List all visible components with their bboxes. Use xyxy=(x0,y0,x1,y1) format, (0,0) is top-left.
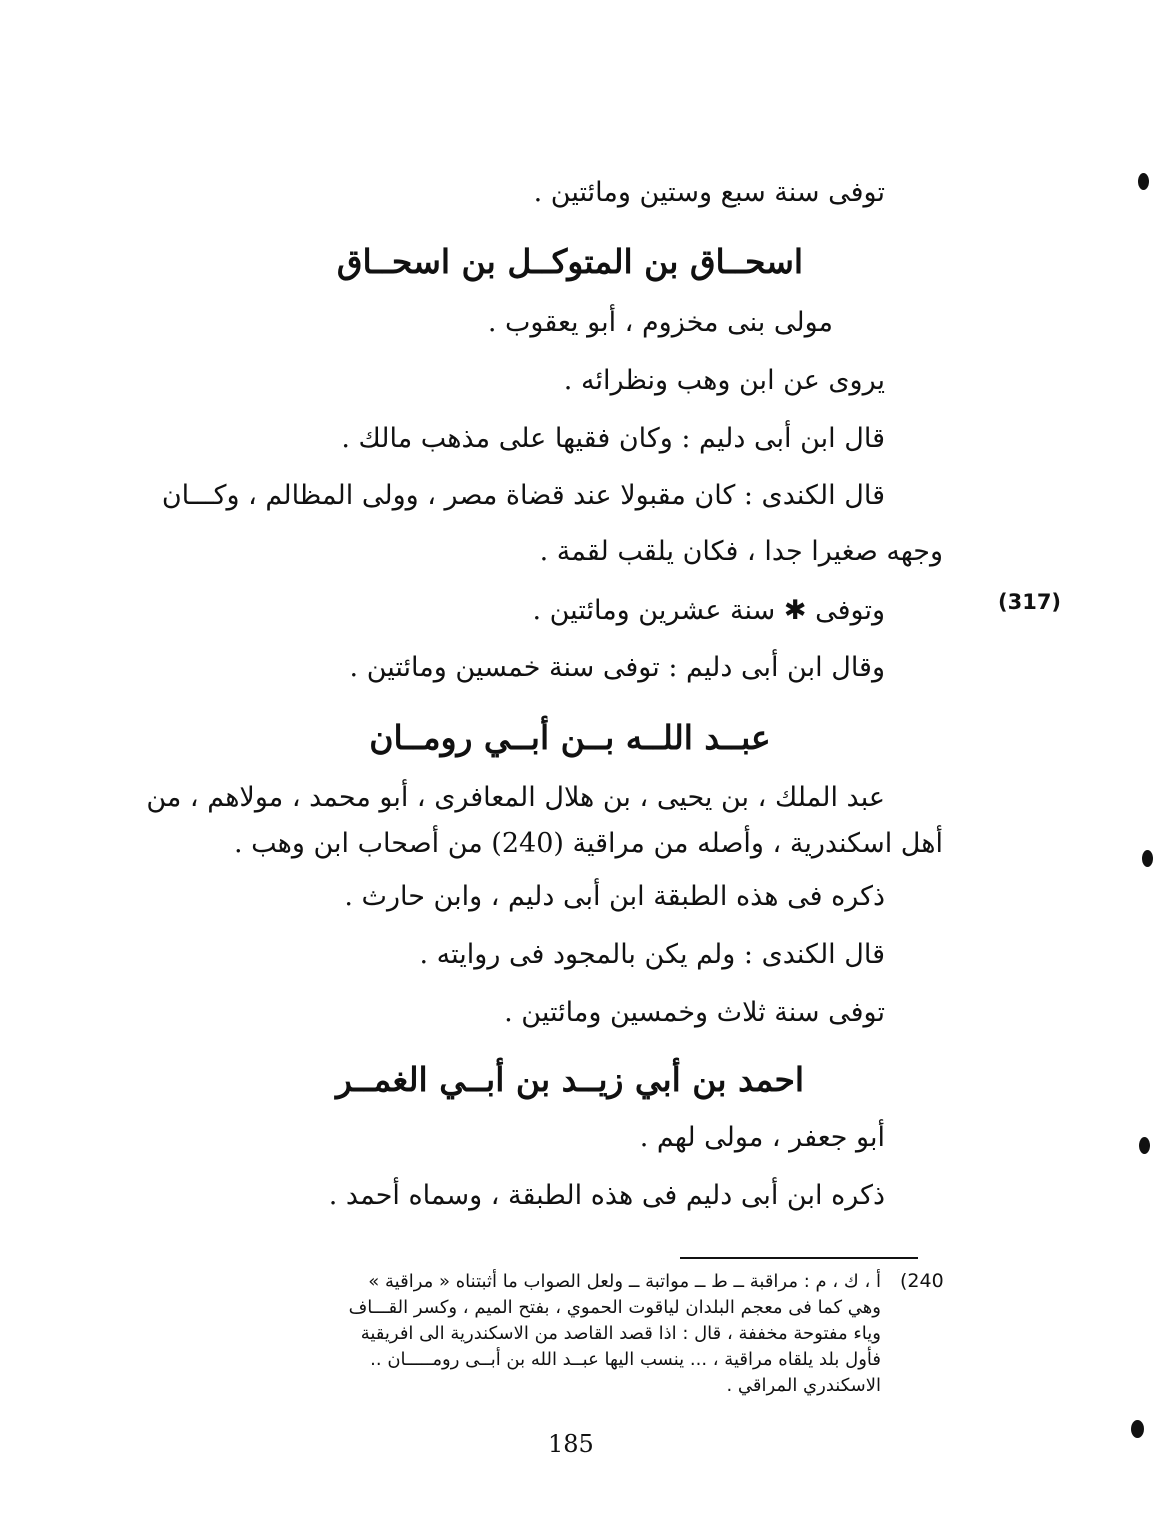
scan-speck xyxy=(1142,850,1153,867)
footnote-line-2: وهي كما فى معجم البلدان لياقوت الحموي ، بفتح الميم ، وكسر القـــاف xyxy=(348,1297,881,1318)
text-line-2: مولى بنى مخزوم ، أبو يعقوب . xyxy=(487,307,833,338)
text-line-11: ذكره فى هذه الطبقة ابن أبى دليم ، وابن حارث . xyxy=(344,881,885,912)
side-reference-number: (317) xyxy=(998,590,1062,614)
scan-speck xyxy=(1139,1137,1150,1154)
text-line-15: ذكره ابن أبى دليم فى هذه الطبقة ، وسماه أحمد . xyxy=(328,1180,885,1211)
text-line-5: قال الكندى : كان مقبولا عند قضاة مصر ، وولى المظالم ، وكـــان xyxy=(161,480,885,511)
text-line-10: أهل اسكندرية ، وأصله من مراقية (240) من أصحاب ابن وهب . xyxy=(233,828,943,859)
page-number: 185 xyxy=(548,1430,594,1458)
text-line-12: قال الكندى : ولم يكن بالمجود فى روايته . xyxy=(419,939,885,970)
footnote-line-1: أ ، ك ، م : مراقبة ــ ط ــ مواتبة ــ ولعل الصواب ما أثبتناه « مراقية » xyxy=(368,1271,881,1292)
heading-ishaq: اسحــاق بن المتوكــل بن اسحــاق xyxy=(336,242,804,281)
text-line-14: أبو جعفر ، مولى لهم . xyxy=(639,1122,885,1153)
scan-speck xyxy=(1138,173,1149,190)
heading-abdullah: عبــد اللــه بــن أبــي رومــان xyxy=(369,718,771,757)
footnote-separator xyxy=(680,1257,918,1259)
text-line-8: وقال ابن أبى دليم : توفى سنة خمسين ومائتين . xyxy=(349,652,885,683)
text-line-7: وتوفى ✱ سنة عشرين ومائتين . xyxy=(532,595,885,626)
text-line-4: قال ابن أبى دليم : وكان فقيها على مذهب مالك . xyxy=(341,423,885,454)
text-line-3: يروى عن ابن وهب ونظرائه . xyxy=(563,365,885,396)
text-line-1: توفى سنة سبع وستين ومائتين . xyxy=(533,177,885,208)
footnote-number: (240 xyxy=(900,1270,944,1292)
text-line-6: وجهه صغيرا جدا ، فكان يلقب لقمة . xyxy=(539,536,943,567)
text-line-9: عبد الملك ، بن يحيى ، بن هلال المعافرى ، أبو محمد ، مولاهم ، من xyxy=(146,782,885,813)
footnote-line-3: وياء مفتوحة مخففة ، قال : اذا قصد القاصد من الاسكندرية الى افريقية xyxy=(360,1323,881,1344)
footnote-line-4: فأول بلد يلقاه مراقية ، ... ينسب اليها عبــد الله بن أبــى رومـــــان .. xyxy=(370,1349,881,1370)
footnote-line-5: الاسكندري المراقي . xyxy=(726,1375,881,1396)
scan-speck xyxy=(1131,1420,1144,1438)
text-line-13: توفى سنة ثلاث وخمسين ومائتين . xyxy=(504,997,885,1028)
heading-ahmad: احمد بن أبي زيــد بن أبــي الغمــر xyxy=(335,1060,805,1099)
